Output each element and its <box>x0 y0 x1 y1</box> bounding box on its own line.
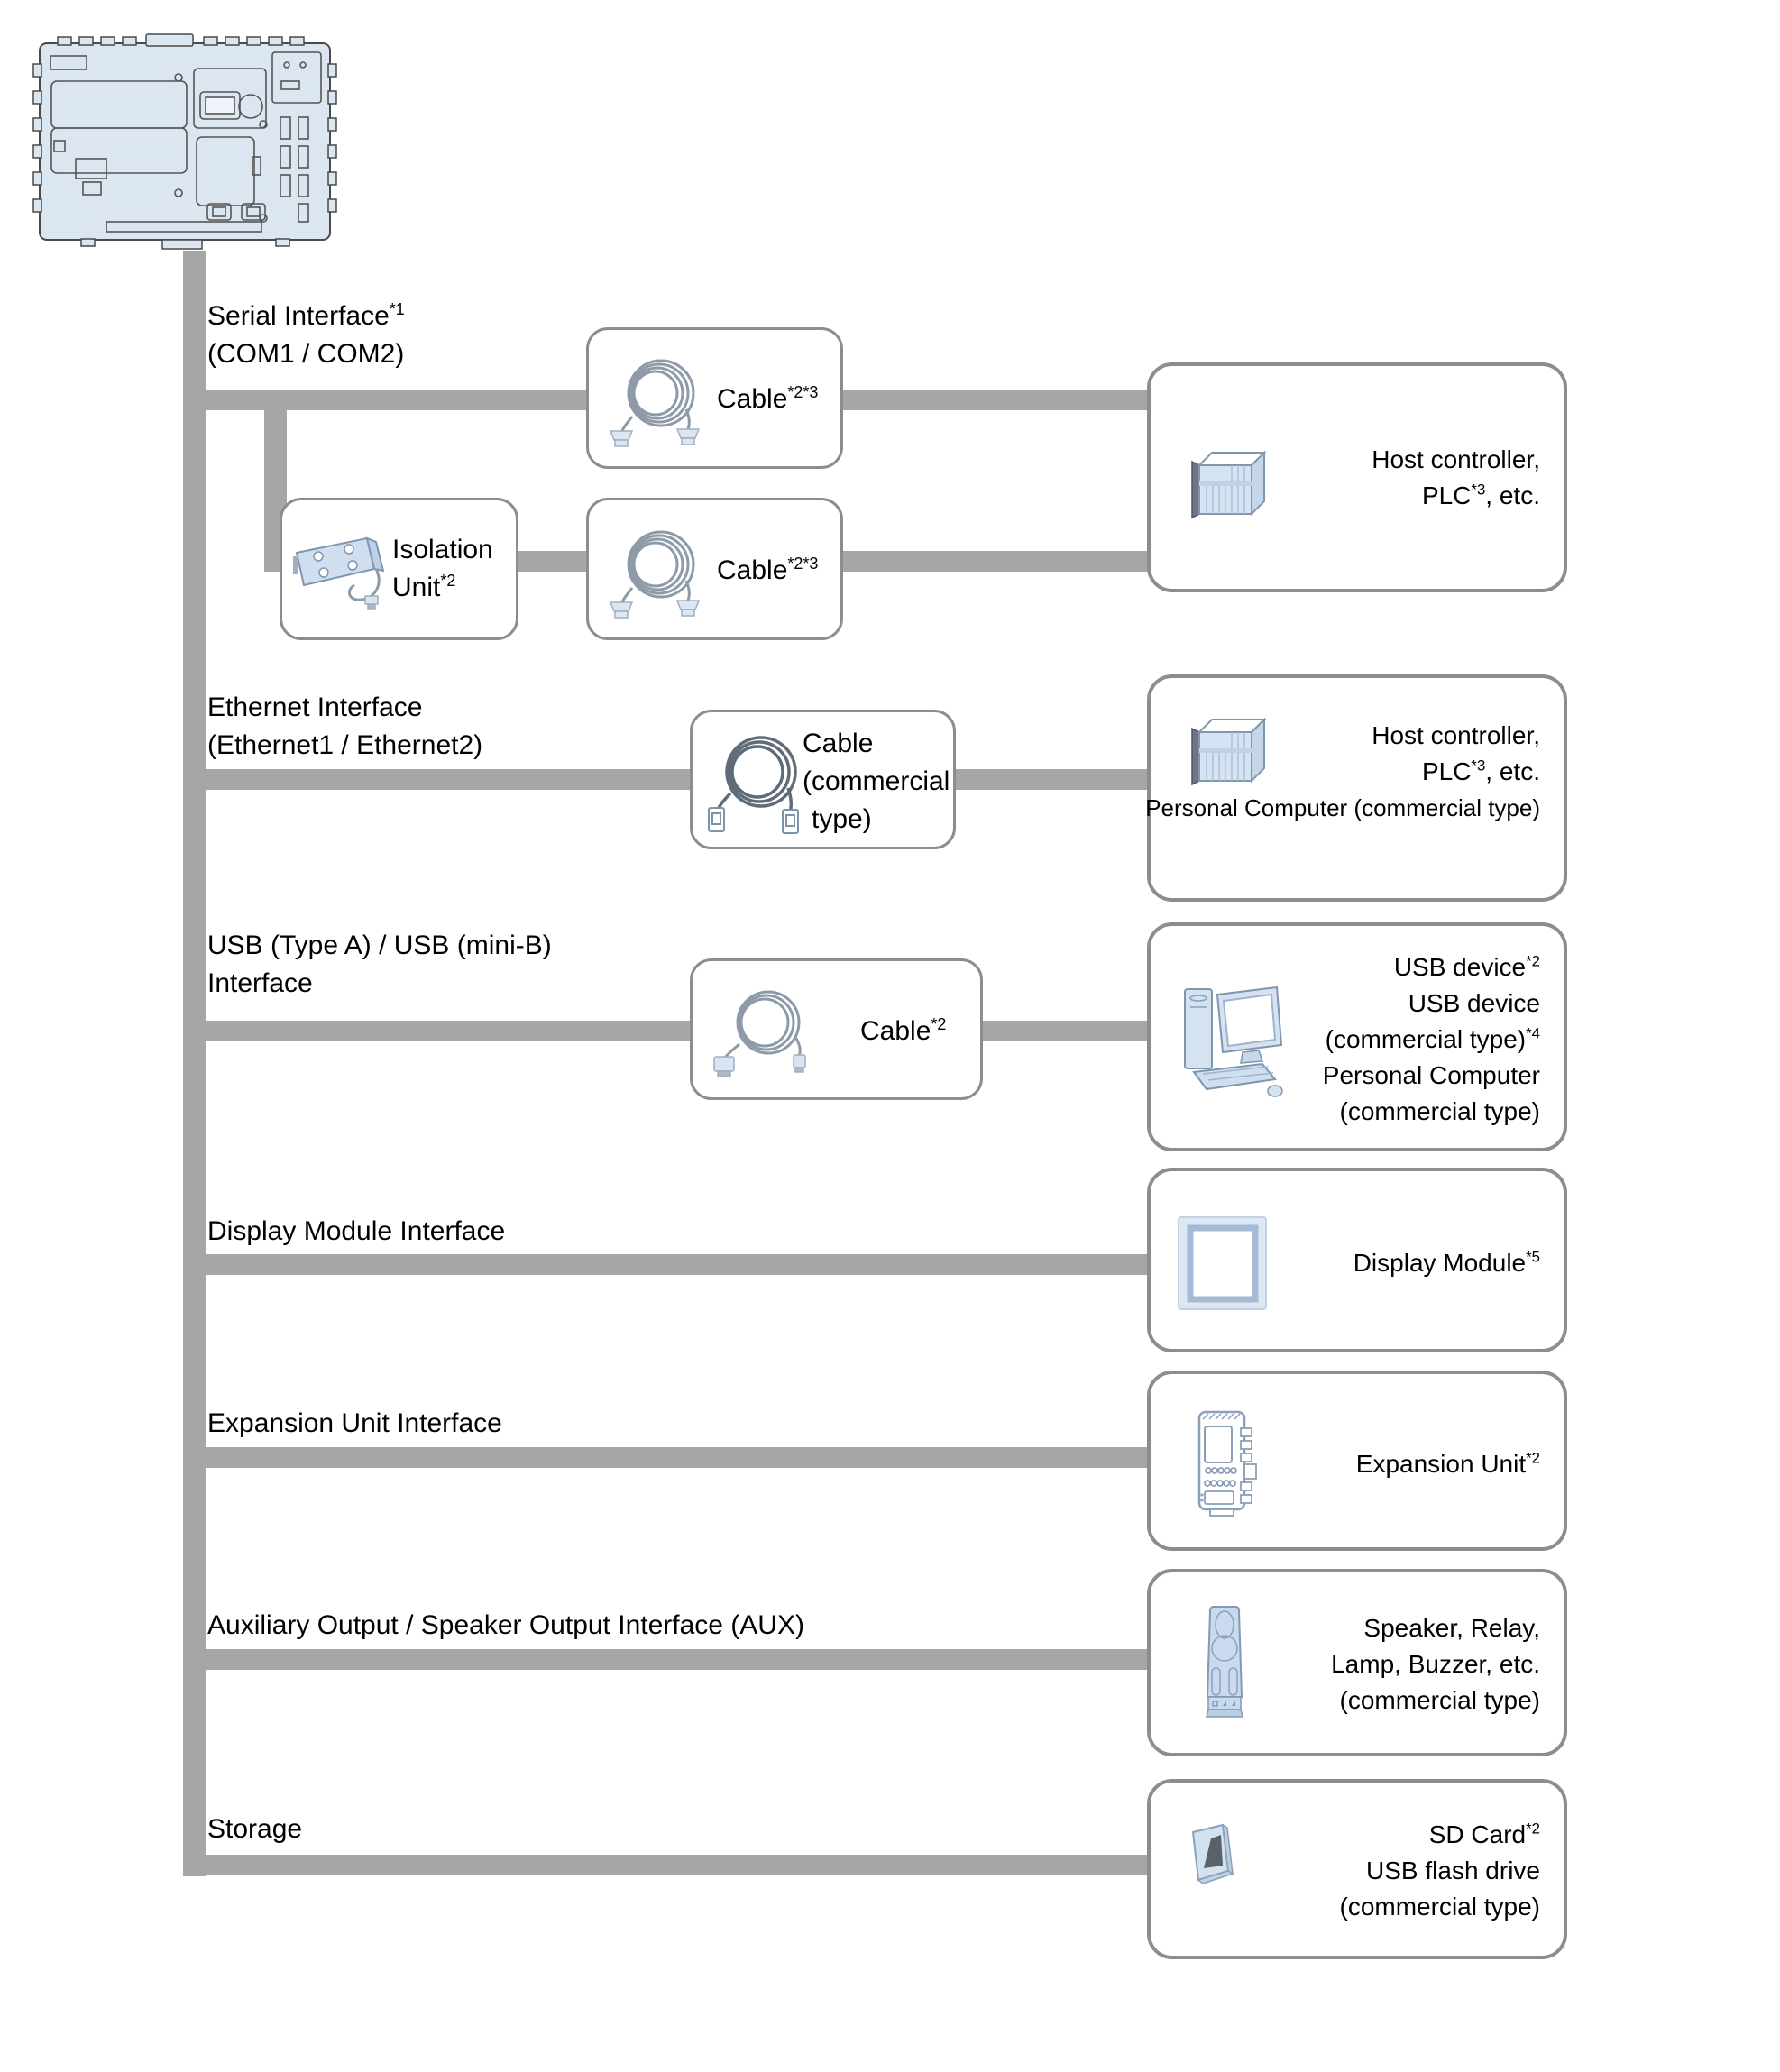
connector-line-display-module <box>183 1254 1163 1275</box>
cable-label: Cable$^{*2*3}$ <box>717 555 819 585</box>
ethernet-cable-box <box>690 710 956 849</box>
interface-label-ethernet: Ethernet Interface (Ethernet1 / Ethernet2) <box>207 692 483 760</box>
hmi-rear-panel-icon <box>27 23 343 256</box>
interface-label-serial: Serial Interface$^{*1}$ (COM1 / COM2) <box>207 300 405 369</box>
connector-trunk-line <box>183 251 206 1876</box>
ethernet-host-box <box>1147 674 1567 902</box>
connector-line-expansion-unit <box>183 1447 1163 1468</box>
interface-label-aux: Auxiliary Output / Speaker Output Interface (AUX) <box>207 1610 804 1640</box>
expansion-unit-box <box>1147 1371 1567 1551</box>
display-module-box <box>1147 1168 1567 1352</box>
cable-label: Cable$^{*2}$ <box>860 1015 947 1046</box>
storage-devices-box <box>1147 1779 1567 1959</box>
usb-devices-box <box>1147 922 1567 1151</box>
storage-devices-label: SD Card$^{*2}$ USB flash drive (commercial type) <box>1339 1820 1540 1921</box>
display-module-label: Display Module$^{*5}$ <box>1353 1248 1540 1277</box>
interface-label-usb: USB (Type A) / USB (mini-B) Interface <box>207 931 552 998</box>
display-module-icon <box>1176 1215 1269 1318</box>
usb-devices-label: USB device$^{*2}$ USB device (commercial type)$^{*4}$ Personal Computer (commercial type) <box>1322 952 1540 1125</box>
cable-commercial-label: Cable (commercial type) <box>803 729 950 834</box>
plc-icon <box>1181 438 1267 526</box>
connector-line-storage <box>183 1855 1163 1875</box>
serial-cable-icon <box>603 525 710 627</box>
connector-line-aux <box>183 1649 1163 1670</box>
isolation-unit-icon <box>293 529 394 617</box>
interface-label-storage: Storage <box>207 1814 303 1844</box>
serial-host-box <box>1147 362 1567 592</box>
personal-computer-icon <box>1176 971 1284 1106</box>
aux-devices-box <box>1147 1569 1567 1756</box>
serial-cable-icon <box>603 353 710 455</box>
serial-host-label: Host controller, PLC$^{*3}$, etc. <box>1372 445 1540 509</box>
aux-devices-label: Speaker, Relay, Lamp, Buzzer, etc. (commercial type) <box>1331 1614 1540 1714</box>
hmi-rear-panel-illustration <box>27 23 343 256</box>
ethernet-host-label: Host controller, PLC$^{*3}$, etc. Personal Computer (commercial type) <box>1145 721 1540 821</box>
connector-line-usb <box>183 1021 1163 1041</box>
cable-label: Cable$^{*2*3}$ <box>717 383 819 414</box>
isolation-unit-box <box>280 498 518 640</box>
speaker-icon <box>1205 1603 1244 1727</box>
expansion-unit-icon <box>1192 1407 1257 1525</box>
ethernet-cable-icon <box>703 729 804 839</box>
sd-card-icon <box>1187 1819 1235 1893</box>
connector-line-ethernet <box>183 769 1163 790</box>
isolation-unit-label: Isolation Unit$^{*2}$ <box>392 535 493 602</box>
expansion-unit-label: Expansion Unit$^{*2}$ <box>1355 1449 1540 1478</box>
serial-cable-box-top <box>586 327 843 469</box>
interface-label-expansion-unit: Expansion Unit Interface <box>207 1408 502 1438</box>
usb-cable-box <box>690 958 983 1100</box>
interface-label-display-module: Display Module Interface <box>207 1216 506 1246</box>
usb-cable-icon <box>705 986 827 1081</box>
serial-cable-box-bottom <box>586 498 843 640</box>
